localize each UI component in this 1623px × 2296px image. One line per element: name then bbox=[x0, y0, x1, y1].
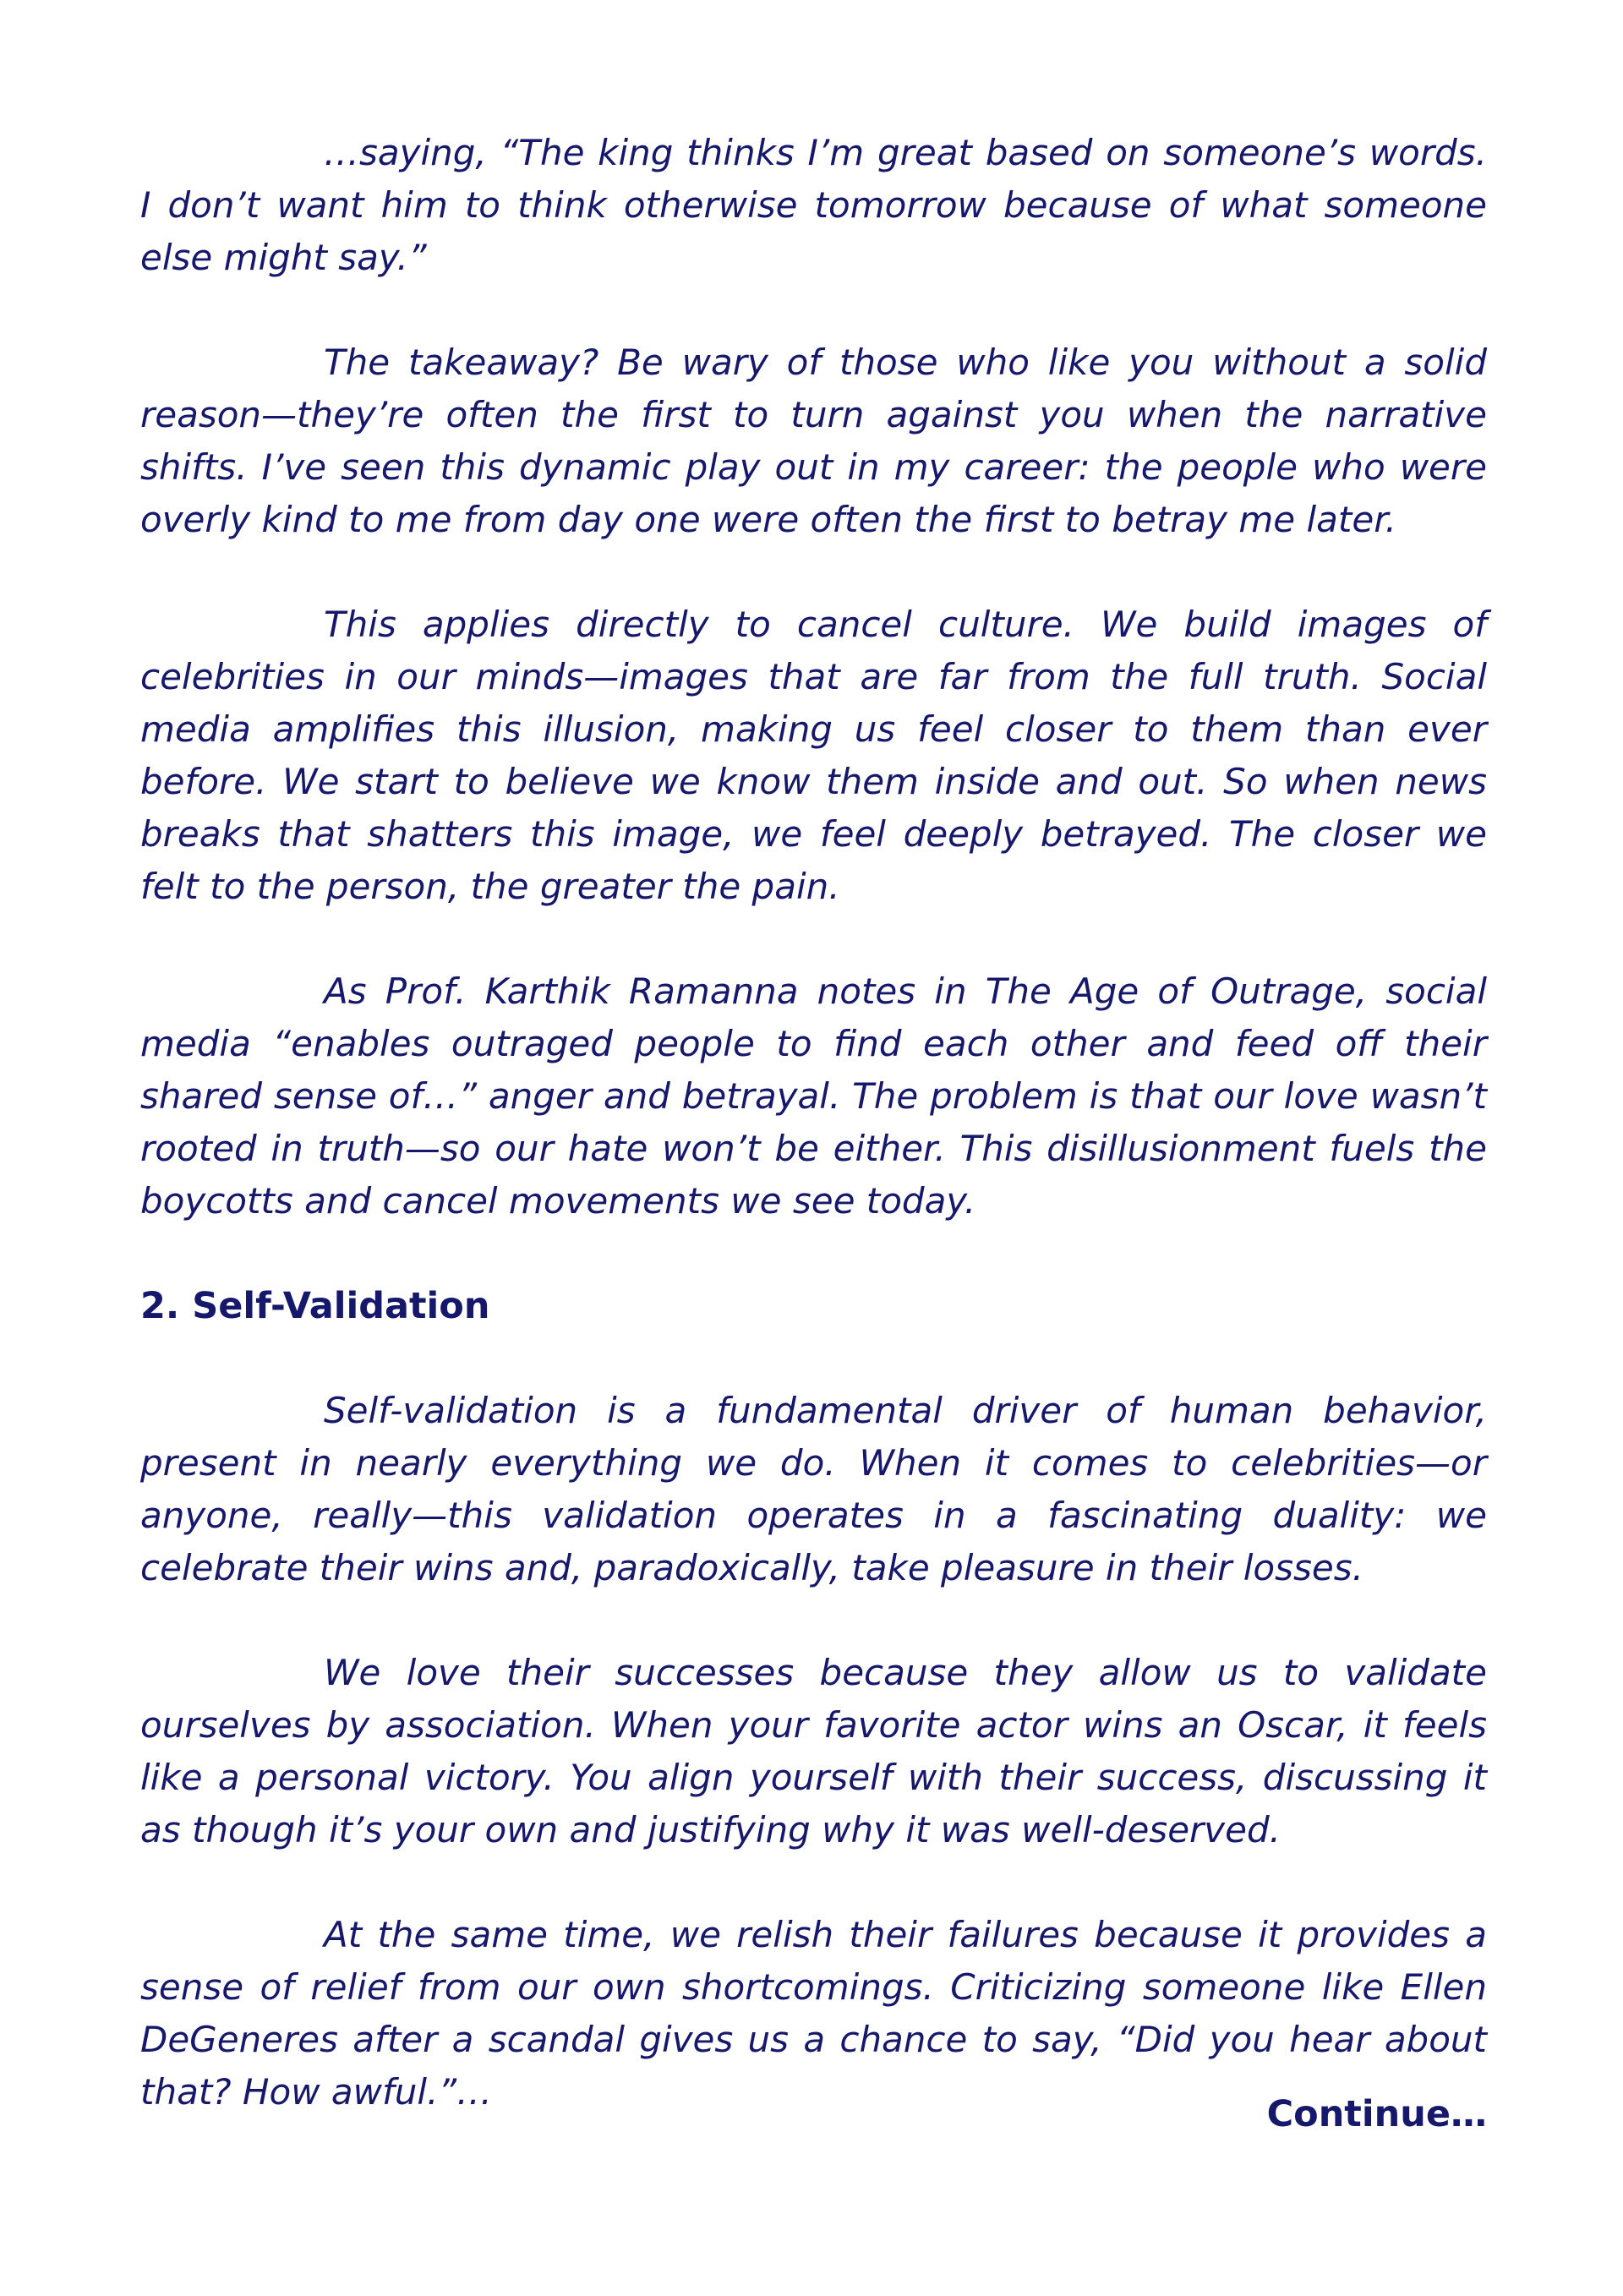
section-heading: 2. Self-Validation bbox=[140, 1285, 490, 1327]
paragraph-3: This applies directly to cancel culture. We build images of celebrities in our minds—images that are far from the full truth. Social media amplifies this illusion, making us feel closer to them than ever before. We start to believe we know them inside and out. So when news breaks that shatters this image, we feel deeply betrayed. The closer we felt to the person, the greater the pain. bbox=[140, 604, 1487, 907]
paragraph-4: As Prof. Karthik Ramanna notes in The Age of Outrage, social media “enables outraged people to find each other and feed off their shared sense of…” anger and betrayal. The problem is that our love wasn’t rooted in truth—so our hate won’t be either. This disillusionment fuels the boycotts and cancel movements we see today. bbox=[140, 970, 1487, 1222]
section-paragraph-3: At the same time, we relish their failures because it provides a sense of relief from our own shortcomings. Criticizing someone like Ellen DeGeneres after a scandal gives us a chance to say, “Did you hear about that? How awful.”… bbox=[140, 1914, 1487, 2113]
paragraph-1: …saying, “The king thinks I’m great based on someone’s words. I don’t want him to think otherwise tomorrow because of what someone else might say.” bbox=[140, 132, 1487, 278]
article-body bbox=[140, 127, 1487, 2171]
paragraph-2: The takeaway? Be wary of those who like you without a solid reason—they’re often the first to turn against you when the narrative shifts. I’ve seen this dynamic play out in my career: the people who were overly kind to me from day one were often the first to betray me later. bbox=[140, 342, 1487, 540]
section-paragraph-2: We love their successes because they allow us to validate ourselves by association. When your favorite actor wins an Oscar, it feels like a personal victory. You align yourself with their success, discussing it as though it’s your own and justifying why it was well-deserved. bbox=[140, 1652, 1487, 1850]
continue-link[interactable]: Continue… bbox=[1266, 2093, 1487, 2135]
section-paragraph-1: Self-validation is a fundamental driver of human behavior, present in nearly everything we do. When it comes to celebrities—or anyone, really—this validation operates in a fascinating duality: we celebrate their wins and, paradoxically, take pleasure in their losses. bbox=[140, 1390, 1487, 1588]
